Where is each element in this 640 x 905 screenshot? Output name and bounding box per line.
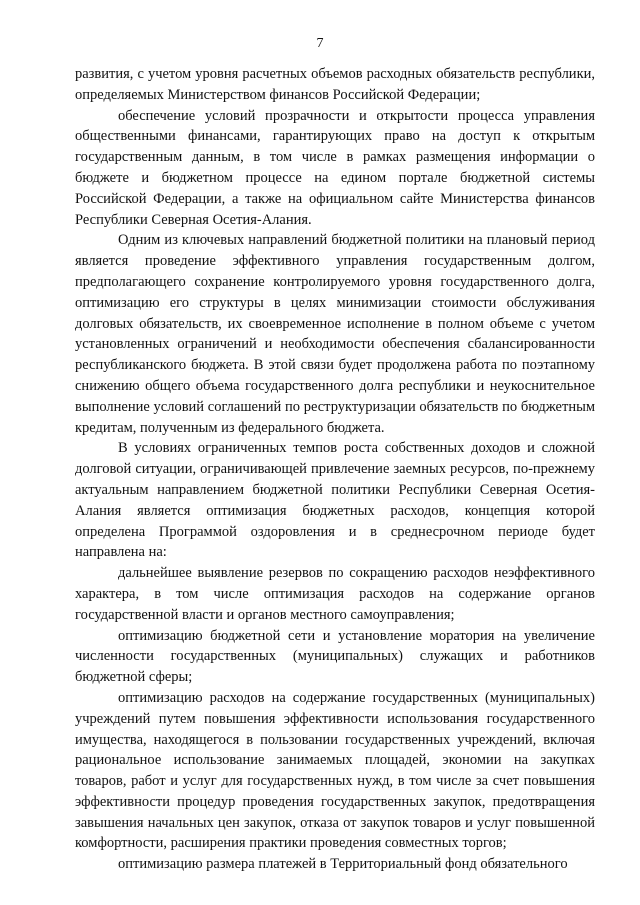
- list-item-institutions: оптимизацию расходов на содержание государственных (муниципальных) учреждений путем повышения эффективности использования государственного имущества, находящегося в пользовании государственных учреждений, включая рациональное использование занимаемых площадей, экономии на закупках товаров, работ и услуг для государственных нужд, в том числе за счет повышения эффективности процедур проведения государственных закупок, предотвращения завышения начальных цен закупок, отказа от закупок товаров и услуг повышенной комфортности, расширения практики проведения совместных торгов;: [75, 689, 595, 852]
- document-body: [75, 64, 595, 875]
- list-item-budget-network: оптимизацию бюджетной сети и установление моратория на увеличение численности государственных (муниципальных) служащих и работников бюджетной сферы;: [75, 627, 595, 686]
- paragraph-continuation: развития, с учетом уровня расчетных объемов расходных обязательств республики, определяемых Министерством финансов Российской Федерации;: [75, 66, 595, 103]
- paragraph-transparency: обеспечение условий прозрачности и открытости процесса управления общественными финансами, гарантирующих право на доступ к открытым государственным данным, в том числе в рамках размещения информации о бюджете и бюджетном процессе на едином портале бюджетной системы Российской Федерации, а также на официальном сайте Министерства финансов Республики Северная Осетия-Алания.: [75, 107, 595, 228]
- list-item-payments: оптимизацию размера платежей в Территориальный фонд обязательного: [118, 856, 568, 873]
- paragraph-expense-optimization: В условиях ограниченных темпов роста собственных доходов и сложной долговой ситуации, ограничивающей привлечение заемных ресурсов, по-прежнему актуальным направлением бюджетной политики Республики Северная Осетия-Алания является оптимизация бюджетных расходов, концепция которой определена Программой оздоровления и в среднесрочном периоде будет направлена на:: [75, 440, 595, 561]
- page-number: 7: [316, 36, 324, 51]
- paragraph-debt-management: Одним из ключевых направлений бюджетной политики на плановый период является проведение эффективного управления государственным долгом, предполагающего сохранение контролируемого уровня государственного долга, оптимизацию его структуры в целях минимизации стоимости обслуживания долговых обязательств, их своевременное исполнение в полном объеме с учетом установленных ограничений и необходимости обеспечения сбалансированности республиканского бюджета. В этой связи будет продолжена работа по поэтапному снижению общего объема государственного долга республики и неукоснительное выполнение условий соглашений по реструктуризации обязательств по бюджетным кредитам, полученным из федерального бюджета.: [75, 232, 595, 436]
- list-item-reserves: дальнейшее выявление резервов по сокращению расходов неэффективного характера, в том числе оптимизация расходов на содержание органов государственной власти и органов местного самоуправления;: [75, 565, 595, 623]
